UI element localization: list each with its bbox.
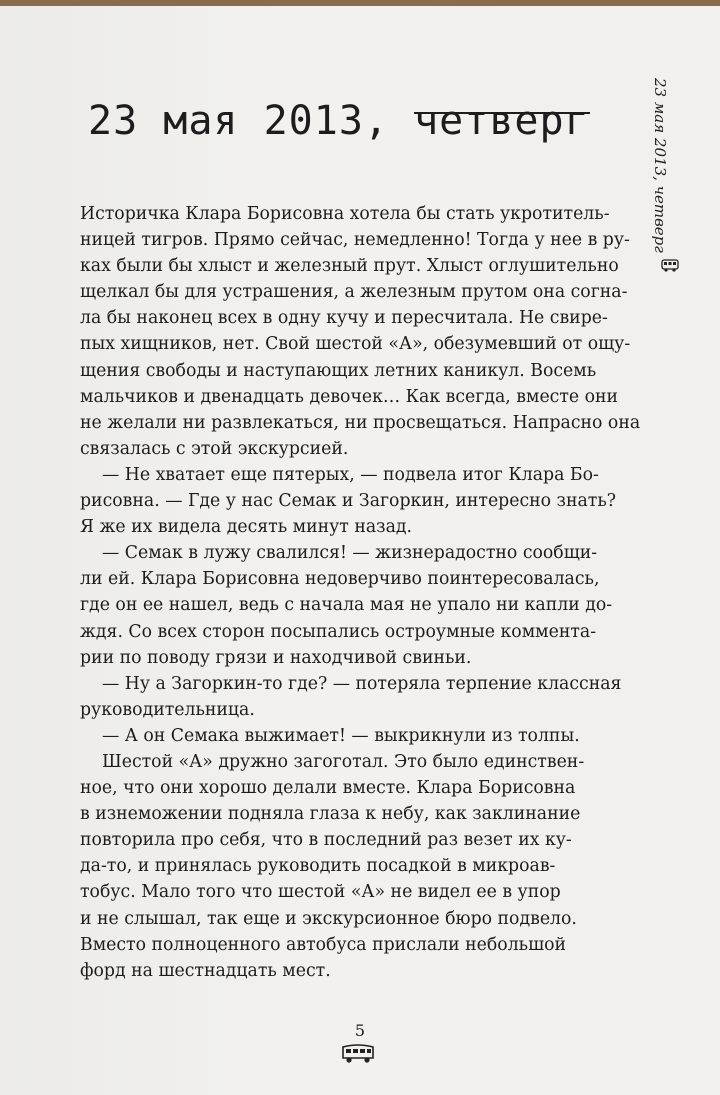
heading-date: 23 мая 2013, [88, 98, 389, 144]
text-line: связалась с этой экскурсией. [80, 438, 349, 459]
page-number: 5 [354, 1021, 366, 1040]
text-line: руководительница. [80, 699, 255, 720]
text-line: щелкал бы для устрашения, а железным прутом она согна- [80, 282, 628, 303]
text-line: и не слышал, так еще и экскурсионное бюро подвело. [80, 908, 577, 929]
bus-logo-icon [340, 1042, 376, 1064]
text-line: форд на шестнадцать мест. [80, 960, 331, 981]
text-line: ное, что они хорошо делали вместе. Клара Борисовна [80, 778, 576, 799]
text-line: — Не хватает еще пятерых, — подвела итог Клара Бо- [102, 464, 599, 485]
text-line: в изнеможении подняла глаза к небу, как заклинание [80, 804, 581, 825]
text-line: — Семак в лужу свалился! — жизнерадостно сообщи- [102, 543, 598, 564]
text-line: щения свободы и наступающих летних каникул. Восемь [80, 360, 597, 381]
text-line: рии по поводу грязи и находчивой свиньи. [80, 647, 472, 668]
body-text [80, 201, 641, 984]
text-line: — А он Семака выжимает! — выкрикнули из толпы. [102, 725, 580, 746]
running-header: 23 мая 2013, четверг [651, 78, 669, 253]
text-line: — Ну а Загоркин-то где? — потеряла терпение классная [102, 673, 622, 694]
text-line: ках были бы хлыст и железный прут. Хлыст оглушительно [80, 256, 619, 277]
text-line: Историчка Клара Борисовна хотела бы стать укротитель- [80, 204, 610, 224]
text-line: да-то, и принялась руководить посадкой в микроав- [80, 856, 556, 877]
text-line: ницей тигров. Прямо сейчас, немедленно! Тогда у нее в ру- [80, 230, 630, 251]
text-line: Я же их видела десять минут назад. [80, 517, 413, 538]
text-line: ждя. Со всех сторон посыпались остроумные коммента- [80, 621, 597, 642]
bus-logo-icon [661, 258, 679, 272]
text-line: ли ей. Клара Борисовна недоверчиво поинтересовалась, [80, 569, 600, 590]
chapter-heading [88, 98, 628, 144]
text-line: пых хищников, нет. Свой шестой «А», обезумевший от ощу- [80, 334, 631, 355]
text-line: не желали ни развлекаться, ни просвещаться. Напрасно она [80, 412, 641, 433]
text-line: мальчиков и двенадцать девочек… Как всегда, вместе они [80, 386, 619, 407]
text-line: Вместо полноценного автобуса прислали небольшой [80, 934, 567, 955]
page-edge [0, 0, 720, 6]
heading-weekday: четверг [414, 98, 590, 144]
text-line: где он ее нашел, ведь с начала мая не упало ни капли до- [80, 595, 613, 616]
text-line: ла бы наконец всех в одну кучу и пересчитала. Не свире- [80, 308, 608, 329]
text-line: Шестой «А» дружно загоготал. Это было единствен- [102, 751, 585, 772]
text-line: повторила про себя, что в последний раз везет их ку- [80, 830, 572, 851]
text-line: тобус. Мало того что шестой «А» не видел ее в упор [80, 882, 561, 903]
text-line: рисовна. — Где у нас Семак и Загоркин, интересно знать? [80, 491, 617, 512]
